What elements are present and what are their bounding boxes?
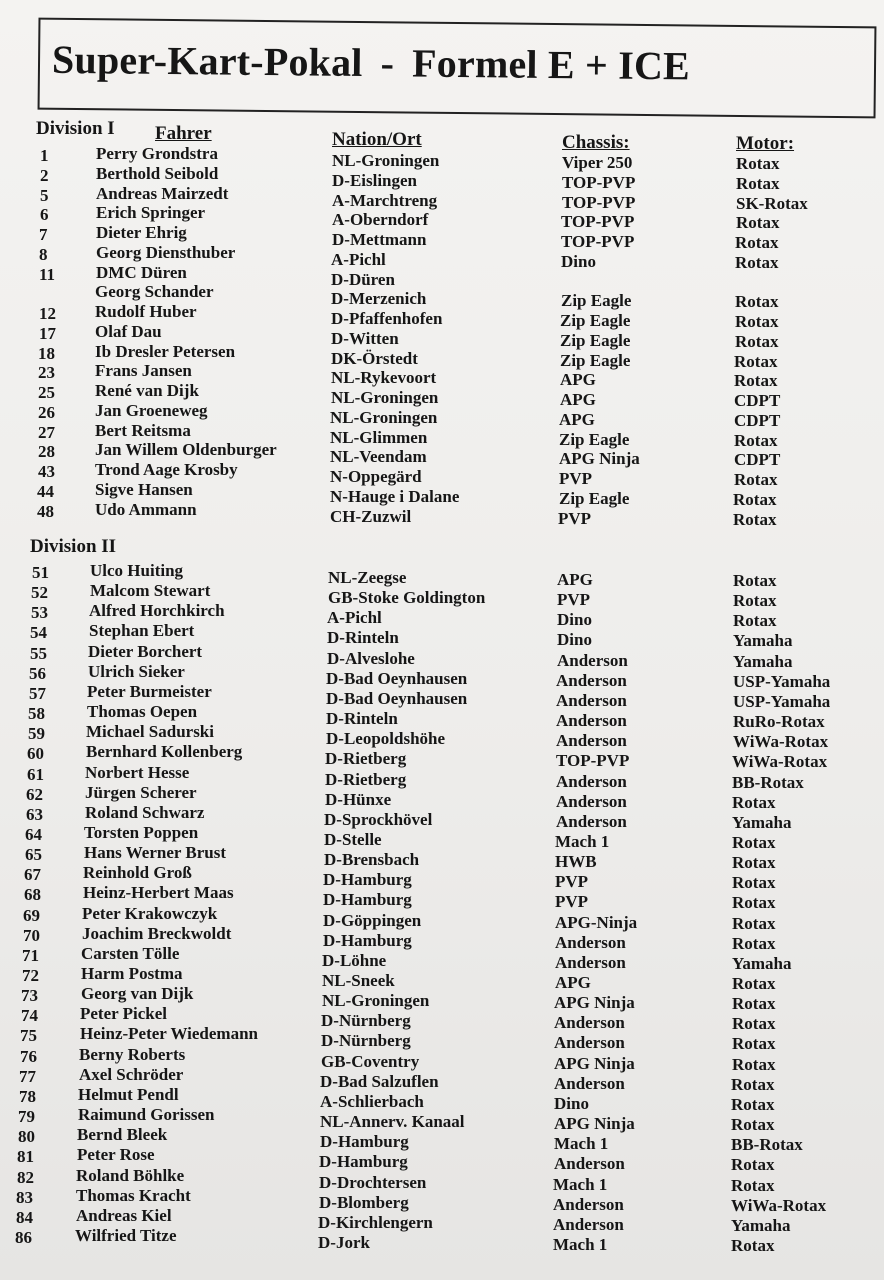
title-separator: - <box>380 40 395 86</box>
driver-number: 26 <box>38 402 55 422</box>
driver-nation: D-Nürnberg <box>321 1031 411 1051</box>
driver-chassis: Dino <box>557 630 592 650</box>
driver-name: Axel Schröder <box>79 1064 184 1084</box>
driver-name: Rudolf Huber <box>95 302 197 321</box>
driver-name: Joachim Breckwoldt <box>82 923 232 943</box>
driver-motor: Rotax <box>733 509 777 529</box>
driver-nation: D-Merzenich <box>331 289 427 309</box>
driver-chassis: Anderson <box>554 1033 625 1053</box>
driver-number: 77 <box>19 1066 36 1086</box>
driver-number: 64 <box>25 824 42 844</box>
driver-nation: D-Hamburg <box>320 1132 409 1152</box>
driver-motor: Rotax <box>735 252 779 272</box>
driver-chassis: Zip Eagle <box>560 330 631 350</box>
driver-motor: Rotax <box>731 1235 775 1255</box>
driver-nation: D-Eislingen <box>332 170 418 190</box>
driver-chassis: Mach 1 <box>555 831 610 851</box>
driver-name: Alfred Horchkirch <box>89 601 225 621</box>
driver-name: Helmut Pendl <box>78 1084 179 1104</box>
driver-chassis: Dino <box>557 610 592 630</box>
driver-chassis: Anderson <box>556 731 627 751</box>
driver-name: Andreas Mairzedt <box>96 183 229 203</box>
driver-number: 52 <box>31 583 48 603</box>
driver-motor: Rotax <box>732 913 776 933</box>
driver-number: 61 <box>27 764 44 784</box>
driver-nation: NL-Groningen <box>322 991 430 1011</box>
driver-nation: GB-Stoke Goldington <box>328 588 486 608</box>
page-title <box>52 36 690 90</box>
driver-name: Ulco Huiting <box>90 561 184 580</box>
driver-name: Jan Willem Oldenburger <box>95 440 277 460</box>
driver-chassis: APG Ninja <box>554 1114 635 1134</box>
header-nation: Nation/Ort <box>332 129 422 150</box>
driver-number: 80 <box>18 1127 35 1147</box>
driver-motor: Rotax <box>734 430 778 450</box>
driver-name: Andreas Kiel <box>76 1205 172 1225</box>
driver-motor: Rotax <box>732 853 776 873</box>
driver-motor: Rotax <box>732 893 776 913</box>
driver-nation: GB-Coventry <box>321 1051 420 1071</box>
driver-nation: D-Bad Oeynhausen <box>326 688 468 708</box>
driver-name: Peter Krakowczyk <box>82 903 218 923</box>
driver-name: Ib Dresler Petersen <box>95 341 236 361</box>
driver-motor: Rotax <box>731 1175 775 1195</box>
driver-name: Bernhard Kollenberg <box>86 742 243 762</box>
driver-chassis: Anderson <box>556 791 627 811</box>
driver-number: 65 <box>25 845 42 865</box>
driver-number: 68 <box>24 885 41 905</box>
driver-chassis: Anderson <box>553 1194 624 1214</box>
driver-chassis: TOP-PVP <box>562 192 636 212</box>
driver-nation: D-Witten <box>331 328 399 348</box>
driver-motor: Rotax <box>732 974 776 993</box>
driver-name: Carsten Tölle <box>81 943 180 963</box>
driver-nation: NL-Groningen <box>331 388 439 407</box>
driver-name: Frans Jansen <box>95 361 192 381</box>
driver-nation: D-Löhne <box>322 950 387 970</box>
driver-name: Stephan Ebert <box>89 621 195 641</box>
driver-chassis: Anderson <box>554 1073 625 1093</box>
driver-number: 60 <box>27 744 44 764</box>
driver-number: 71 <box>22 945 39 965</box>
driver-number: 1 <box>40 146 49 165</box>
driver-chassis: APG Ninja <box>554 1053 635 1073</box>
driver-number: 6 <box>40 205 49 225</box>
driver-chassis: APG Ninja <box>559 449 640 469</box>
driver-number: 55 <box>30 643 47 663</box>
driver-nation: D-Stelle <box>324 829 382 849</box>
driver-nation: D-Hünxe <box>325 789 392 809</box>
driver-name: Heinz-Peter Wiedemann <box>80 1024 259 1044</box>
driver-motor: Rotax <box>733 591 777 611</box>
driver-chassis: Anderson <box>556 771 627 791</box>
driver-name: Erich Springer <box>96 203 206 223</box>
driver-nation: A-Pichl <box>331 249 386 269</box>
driver-nation: NL-Rykevoort <box>331 368 437 388</box>
driver-number: 23 <box>38 363 55 383</box>
header-chassis: Chassis: <box>562 132 630 153</box>
driver-chassis: APG-Ninja <box>555 912 638 932</box>
driver-nation: A-Marchtreng <box>332 190 438 210</box>
driver-name: Dieter Borchert <box>88 641 203 661</box>
driver-name: Georg Diensthuber <box>96 242 236 262</box>
driver-nation: D-Brensbach <box>324 850 420 870</box>
driver-number: 69 <box>23 905 40 925</box>
driver-name: Reinhold Groß <box>83 863 192 883</box>
driver-chassis: Dino <box>561 251 596 271</box>
driver-number: 81 <box>17 1147 34 1167</box>
driver-nation: D-Mettmann <box>332 230 427 249</box>
driver-chassis: PVP <box>555 872 589 892</box>
driver-nation: NL-Annerv. Kanaal <box>320 1112 465 1132</box>
driver-nation: CH-Zuzwil <box>330 506 412 526</box>
driver-number: 53 <box>31 603 48 623</box>
driver-motor: CDPT <box>734 391 781 410</box>
driver-chassis: Anderson <box>557 650 628 670</box>
driver-motor: Rotax <box>734 470 778 489</box>
driver-number: 48 <box>37 501 54 521</box>
driver-motor: Rotax <box>732 1054 776 1074</box>
driver-motor: Rotax <box>736 213 780 233</box>
driver-motor: Rotax <box>731 1094 775 1114</box>
driver-motor: SK-Rotax <box>736 193 808 213</box>
driver-chassis: PVP <box>555 892 589 912</box>
driver-nation: D-Hamburg <box>323 870 412 890</box>
driver-nation: N-Oppegärd <box>330 467 422 486</box>
driver-motor: Rotax <box>735 292 779 312</box>
driver-name: Georg van Dijk <box>81 984 194 1004</box>
driver-number: 67 <box>24 865 41 885</box>
driver-motor: Rotax <box>736 173 780 193</box>
driver-nation: D-Hamburg <box>323 890 412 910</box>
driver-motor: BB-Rotax <box>731 1135 803 1155</box>
driver-name: Heinz-Herbert Maas <box>83 883 234 903</box>
driver-number: 63 <box>26 804 43 824</box>
driver-chassis: Anderson <box>556 690 627 710</box>
title-box <box>38 18 877 119</box>
driver-chassis: APG <box>560 390 596 409</box>
driver-name: Thomas Kracht <box>76 1185 191 1205</box>
driver-nation: D-Drochtersen <box>319 1172 427 1192</box>
driver-motor: Yamaha <box>732 812 792 832</box>
driver-nation: NL-Sneek <box>322 971 395 990</box>
driver-chassis: Anderson <box>556 811 627 831</box>
driver-name: Torsten Poppen <box>84 822 199 842</box>
driver-chassis: APG <box>559 409 595 429</box>
driver-motor: Rotax <box>731 1074 775 1094</box>
table-row <box>0 561 884 590</box>
division-2-label: Division II <box>30 536 117 557</box>
driver-nation: D-Düren <box>331 269 395 289</box>
driver-name: Hans Werner Brust <box>84 843 226 863</box>
driver-motor: Rotax <box>735 312 779 331</box>
driver-nation: D-Leopoldshöhe <box>326 729 446 749</box>
driver-nation: NL-Zeegse <box>328 568 407 587</box>
driver-chassis: Mach 1 <box>554 1134 609 1154</box>
driver-nation: D-Bad Oeynhausen <box>326 668 468 688</box>
driver-number: 79 <box>18 1107 35 1127</box>
driver-chassis: Anderson <box>553 1214 624 1234</box>
driver-nation: D-Bad Salzuflen <box>320 1071 439 1091</box>
driver-name: Sigve Hansen <box>95 479 193 499</box>
driver-motor: CDPT <box>734 450 781 470</box>
driver-number: 76 <box>20 1046 37 1066</box>
driver-chassis: Anderson <box>554 1154 625 1174</box>
driver-nation: D-Hamburg <box>323 930 412 950</box>
driver-chassis: Anderson <box>556 670 627 690</box>
driver-number: 73 <box>21 986 38 1006</box>
driver-chassis: PVP <box>559 469 593 488</box>
driver-motor: Rotax <box>732 1014 776 1034</box>
driver-number: 27 <box>38 422 55 442</box>
driver-number: 2 <box>40 165 49 185</box>
driver-nation: D-Göppingen <box>323 910 422 930</box>
driver-nation: D-Rietberg <box>325 769 407 789</box>
driver-name: Raimund Gorissen <box>78 1105 215 1125</box>
driver-nation: A-Schlierbach <box>320 1091 424 1111</box>
driver-chassis: TOP-PVP <box>562 172 636 192</box>
driver-motor: Yamaha <box>731 1215 791 1235</box>
driver-number: 43 <box>38 462 55 481</box>
driver-name: Roland Böhlke <box>76 1165 185 1185</box>
driver-name: Jürgen Scherer <box>85 782 197 802</box>
driver-chassis: Anderson <box>556 711 627 731</box>
driver-motor: Yamaha <box>733 651 793 671</box>
driver-number: 51 <box>32 563 49 582</box>
driver-name: Ulrich Sieker <box>88 661 185 681</box>
driver-number: 74 <box>21 1006 38 1026</box>
driver-nation: D-Kirchlengern <box>318 1212 433 1232</box>
driver-motor: Rotax <box>735 233 779 252</box>
driver-nation: D-Rinteln <box>327 628 399 648</box>
driver-number: 11 <box>39 264 56 284</box>
driver-name: Peter Pickel <box>80 1004 168 1024</box>
driver-number: 84 <box>16 1207 33 1227</box>
driver-motor: Rotax <box>734 371 778 391</box>
driver-nation: A-Oberndorf <box>332 210 429 230</box>
driver-number: 28 <box>38 442 55 462</box>
driver-name: Bert Reitsma <box>95 420 191 440</box>
driver-number: 5 <box>40 185 49 205</box>
driver-name: Jan Groeneweg <box>95 400 208 420</box>
driver-motor: USP-Yamaha <box>733 691 831 711</box>
driver-number: 78 <box>19 1086 36 1106</box>
driver-chassis: Dino <box>554 1093 589 1113</box>
table-row <box>0 499 884 529</box>
division-1-label: Division I <box>36 118 115 139</box>
title-right: Formel E + ICE <box>411 40 691 89</box>
driver-name: Michael Sadurski <box>86 722 214 742</box>
driver-chassis: Anderson <box>555 932 626 952</box>
driver-name: Perry Grondstra <box>96 144 218 163</box>
driver-number: 56 <box>29 663 46 683</box>
driver-name: Roland Schwarz <box>85 802 205 822</box>
driver-number: 17 <box>39 323 56 343</box>
driver-motor: WiWa-Rotax <box>732 752 828 772</box>
driver-motor: Rotax <box>734 351 778 371</box>
driver-motor: Rotax <box>733 571 777 590</box>
driver-motor: Rotax <box>732 1034 776 1054</box>
driver-name: Trond Aage Krosby <box>95 460 238 479</box>
driver-number: 72 <box>22 966 39 985</box>
driver-chassis: Mach 1 <box>553 1234 608 1254</box>
driver-motor: Rotax <box>731 1155 775 1175</box>
driver-motor: CDPT <box>734 410 781 430</box>
driver-chassis: PVP <box>557 590 591 610</box>
driver-nation: NL-Groningen <box>330 407 438 427</box>
table-row <box>0 964 884 993</box>
driver-nation: D-Nürnberg <box>321 1011 411 1031</box>
driver-nation: NL-Glimmen <box>330 427 428 447</box>
driver-number: 58 <box>28 704 45 724</box>
driver-chassis: APG <box>555 973 591 992</box>
title-left: Super-Kart-Pokal <box>51 36 363 86</box>
driver-number: 70 <box>23 925 40 945</box>
driver-motor: USP-Yamaha <box>733 671 831 691</box>
driver-name: Bernd Bleek <box>77 1125 168 1145</box>
driver-nation: D-Rietberg <box>325 749 407 769</box>
driver-number: 18 <box>38 343 55 363</box>
header-motor: Motor: <box>736 133 795 154</box>
driver-chassis: Anderson <box>555 952 626 972</box>
driver-motor: BB-Rotax <box>732 772 804 792</box>
driver-name: Dieter Ehrig <box>96 223 187 242</box>
driver-chassis: Zip Eagle <box>561 291 632 311</box>
driver-chassis: Zip Eagle <box>560 350 631 370</box>
table-row <box>0 1084 884 1114</box>
driver-chassis: APG <box>560 370 596 390</box>
driver-nation: D-Pfaffenhofen <box>331 309 443 328</box>
driver-motor: Rotax <box>732 933 776 953</box>
driver-number: 62 <box>26 784 43 804</box>
driver-name: Harm Postma <box>81 964 183 983</box>
driver-number: 44 <box>37 481 54 501</box>
driver-chassis: Mach 1 <box>553 1174 608 1194</box>
driver-chassis: APG <box>557 570 593 589</box>
driver-motor: Rotax <box>732 832 776 852</box>
driver-nation: D-Jork <box>318 1232 370 1252</box>
driver-number: 54 <box>30 623 47 643</box>
driver-motor: Yamaha <box>733 631 793 651</box>
driver-name: René van Dijk <box>95 381 199 400</box>
driver-number: 59 <box>28 724 45 744</box>
driver-chassis: APG Ninja <box>554 993 635 1013</box>
driver-nation: D-Hamburg <box>319 1152 408 1172</box>
driver-motor: WiWa-Rotax <box>733 732 829 752</box>
driver-name: Malcom Stewart <box>90 581 211 601</box>
driver-number: 83 <box>16 1187 33 1207</box>
driver-chassis: HWB <box>555 852 597 872</box>
driver-chassis: TOP-PVP <box>561 232 635 251</box>
driver-number: 82 <box>17 1167 34 1187</box>
driver-motor: Rotax <box>736 154 780 173</box>
driver-chassis: Anderson <box>554 1013 625 1033</box>
driver-nation: D-Sprockhövel <box>324 809 433 829</box>
driver-chassis: TOP-PVP <box>556 751 630 771</box>
driver-name: Peter Rose <box>77 1145 155 1165</box>
driver-chassis: Zip Eagle <box>559 429 630 449</box>
driver-nation: D-Alveslohe <box>327 648 415 668</box>
driver-nation: NL-Groningen <box>332 151 440 170</box>
driver-chassis: Zip Eagle <box>560 311 631 330</box>
driver-motor: Rotax <box>731 1115 775 1135</box>
driver-nation: D-Rinteln <box>326 709 398 729</box>
driver-name: Berny Roberts <box>79 1044 186 1064</box>
driver-chassis: PVP <box>558 508 592 528</box>
driver-motor: Rotax <box>732 994 776 1014</box>
driver-chassis: TOP-PVP <box>561 212 635 232</box>
driver-name: Norbert Hesse <box>85 762 190 782</box>
driver-name: DMC Düren <box>96 262 187 282</box>
table-row <box>0 681 884 711</box>
driver-nation: DK-Örstedt <box>331 348 418 368</box>
driver-number: 7 <box>39 225 48 244</box>
driver-motor: RuRo-Rotax <box>733 712 825 732</box>
driver-name: Olaf Dau <box>95 321 162 341</box>
driver-nation: N-Hauge i Dalane <box>330 486 460 506</box>
driver-name: Berthold Seibold <box>96 163 219 183</box>
driver-motor: WiWa-Rotax <box>731 1195 827 1215</box>
driver-motor: Rotax <box>733 489 777 509</box>
driver-name: Wilfried Titze <box>75 1225 177 1245</box>
driver-number: 86 <box>15 1227 32 1247</box>
driver-number: 57 <box>29 683 46 703</box>
driver-number: 8 <box>39 244 48 264</box>
driver-motor: Rotax <box>732 792 776 812</box>
driver-motor: Rotax <box>733 611 777 631</box>
driver-motor: Rotax <box>735 331 779 351</box>
driver-nation: NL-Veendam <box>330 447 427 467</box>
driver-nation: A-Pichl <box>327 608 382 628</box>
driver-number: 25 <box>38 383 55 402</box>
driver-number: 12 <box>39 304 56 323</box>
driver-number: 75 <box>20 1026 37 1046</box>
driver-chassis: Viper 250 <box>562 153 633 172</box>
driver-motor: Yamaha <box>732 953 792 973</box>
driver-name: Georg Schander <box>95 282 214 302</box>
header-fahrer: Fahrer <box>155 123 212 144</box>
driver-nation: D-Blomberg <box>319 1192 409 1212</box>
driver-name: Peter Burmeister <box>87 681 212 701</box>
driver-name: Thomas Oepen <box>87 702 198 722</box>
driver-motor: Rotax <box>732 873 776 893</box>
driver-chassis: Zip Eagle <box>559 488 630 508</box>
driver-name: Udo Ammann <box>95 499 197 519</box>
